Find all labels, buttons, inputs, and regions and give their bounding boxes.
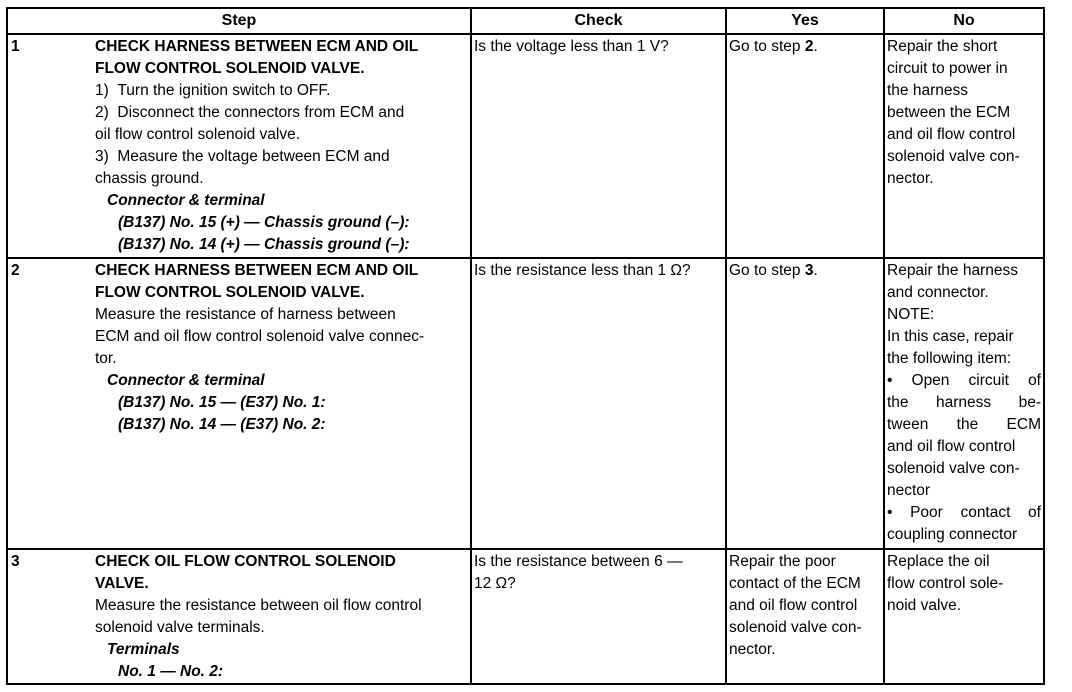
step-title: CHECK HARNESS BETWEEN ECM AND OIL	[95, 38, 419, 55]
check-text: 12 Ω?	[474, 575, 516, 592]
no-line: coupling connector	[887, 526, 1018, 543]
step-number: 2	[11, 262, 20, 279]
table-row	[7, 549, 1044, 684]
yes-step-ref: 2	[804, 38, 814, 55]
step-title: FLOW CONTROL SOLENOID VALVE.	[95, 284, 365, 301]
connector-terminal: (B137) No. 15 — (E37) No. 1:	[118, 394, 326, 411]
step-cell	[7, 549, 471, 684]
check-cell	[471, 549, 726, 684]
no-note-heading: NOTE:	[887, 306, 935, 323]
no-line: tween the ECM	[887, 416, 1041, 433]
table-row	[7, 258, 1044, 549]
no-line: and oil flow control	[887, 126, 1016, 143]
no-cell	[884, 34, 1044, 258]
check-cell	[471, 258, 726, 549]
yes-line: and oil flow control	[729, 597, 858, 614]
no-line: • Poor contact of	[887, 504, 1041, 521]
step-instruction: solenoid valve terminals.	[95, 619, 265, 636]
step-instruction: Measure the resistance between oil flow control	[95, 597, 422, 614]
no-line: solenoid valve con-	[887, 148, 1020, 165]
step-number: 3	[11, 553, 20, 570]
step-instruction: 2) Disconnect the connectors from ECM and	[95, 104, 405, 121]
step-title: VALVE.	[95, 575, 149, 592]
check-text: Is the resistance between 6 —	[474, 553, 683, 570]
yes-line: Repair the poor	[729, 553, 836, 570]
yes-line: solenoid valve con-	[729, 619, 862, 636]
no-line: nector	[887, 482, 931, 499]
yes-text: Go to step 2.	[729, 38, 818, 55]
step-title: CHECK OIL FLOW CONTROL SOLENOID	[95, 553, 396, 570]
yes-cell	[726, 258, 884, 549]
no-line: circuit to power in	[887, 60, 1008, 77]
no-line: noid valve.	[887, 597, 962, 614]
no-line: nector.	[887, 170, 934, 187]
step-cell	[7, 34, 471, 258]
connector-terminal: (B137) No. 14 (+) — Chassis ground (–):	[118, 236, 410, 253]
no-cell	[884, 258, 1044, 549]
header-step: Step	[7, 8, 471, 34]
header-check: Check	[471, 8, 726, 34]
step-instruction: oil flow control solenoid valve.	[95, 126, 301, 143]
no-line: the harness be-	[887, 394, 1041, 411]
terminal-pair: No. 1 — No. 2:	[118, 663, 224, 680]
no-line: In this case, repair	[887, 328, 1014, 345]
header-row	[7, 8, 1044, 34]
yes-line: nector.	[729, 641, 776, 658]
diagnostic-table	[6, 7, 1045, 685]
connector-terminal: (B137) No. 15 (+) — Chassis ground (–):	[118, 214, 410, 231]
no-line: flow control sole-	[887, 575, 1004, 592]
table-row	[7, 34, 1044, 258]
no-line: Repair the short	[887, 38, 998, 55]
no-line: Repair the harness	[887, 262, 1018, 279]
check-text: Is the voltage less than 1 V?	[474, 38, 669, 55]
no-line: and connector.	[887, 284, 989, 301]
check-text: Is the resistance less than 1 Ω?	[474, 262, 691, 279]
header-yes: Yes	[726, 8, 884, 34]
step-instruction: 3) Measure the voltage between ECM and	[95, 148, 390, 165]
step-instruction: ECM and oil flow control solenoid valve connec-	[95, 328, 425, 345]
header-no: No	[884, 8, 1044, 34]
step-instruction: Measure the resistance of harness between	[95, 306, 396, 323]
step-title: CHECK HARNESS BETWEEN ECM AND OIL	[95, 262, 419, 279]
no-line: solenoid valve con-	[887, 460, 1020, 477]
connector-label: Connector & terminal	[107, 192, 265, 209]
step-instruction: chassis ground.	[95, 170, 204, 187]
yes-cell	[726, 549, 884, 684]
step-cell	[7, 258, 471, 549]
connector-terminal: (B137) No. 14 — (E37) No. 2:	[118, 416, 326, 433]
connector-label: Connector & terminal	[107, 372, 265, 389]
no-line: between the ECM	[887, 104, 1011, 121]
check-cell	[471, 34, 726, 258]
step-title: FLOW CONTROL SOLENOID VALVE.	[95, 60, 365, 77]
no-line: Replace the oil	[887, 553, 990, 570]
terminals-label: Terminals	[107, 641, 180, 658]
yes-text: Go to step 3.	[729, 262, 818, 279]
no-line: • Open circuit of	[887, 372, 1041, 389]
yes-line: contact of the ECM	[729, 575, 861, 592]
no-line: the harness	[887, 82, 968, 99]
step-instruction: 1) Turn the ignition switch to OFF.	[95, 82, 331, 99]
no-cell	[884, 549, 1044, 684]
yes-step-ref: 3	[804, 262, 814, 279]
yes-cell	[726, 34, 884, 258]
step-instruction: tor.	[95, 350, 117, 367]
no-line: the following item:	[887, 350, 1012, 367]
step-number: 1	[11, 38, 20, 55]
no-line: and oil flow control	[887, 438, 1016, 455]
